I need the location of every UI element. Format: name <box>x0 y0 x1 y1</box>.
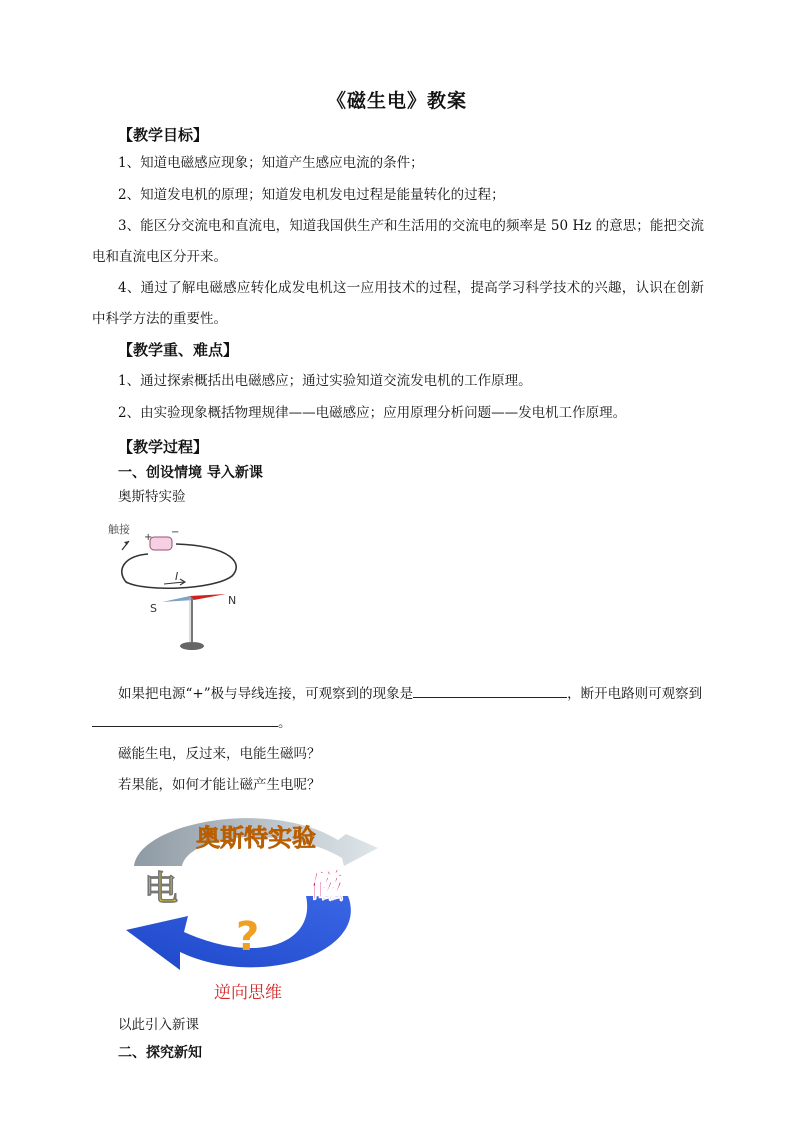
key-points-heading: 【教学重、难点】 <box>118 341 239 359</box>
battery-plus-label: + <box>144 532 153 543</box>
goals-heading: 【教学目标】 <box>118 126 209 144</box>
reverse-thinking-label: 逆向思维 <box>214 983 282 1003</box>
key-point-2: 2、由实验现象概括物理规律——电磁感应；应用原理分析问题——发电机工作原理。 <box>118 405 627 421</box>
touch-label: 触接 <box>108 523 130 536</box>
north-pole-label: N <box>228 594 237 607</box>
compass-needle-north <box>190 594 226 600</box>
part2-heading: 二、探究新知 <box>118 1045 202 1061</box>
electricity-char: 电 <box>144 869 178 909</box>
compass-needle-south <box>162 596 194 602</box>
oersted-label: 奥斯特实验 <box>118 489 186 505</box>
wire-loop <box>122 544 236 588</box>
goal-item-1: 1、知道电磁感应现象；知道产生感应电流的条件； <box>118 155 424 171</box>
battery-minus-label: − <box>171 527 180 538</box>
page-title: 《磁生电》教案 <box>326 90 467 112</box>
goal-item-4: 4、通过了解电磁感应转化成发电机这一应用技术的过程，提高学习科学技术的兴趣，认识在创新中科学方法的重要性。 <box>92 280 704 327</box>
goal-item-3: 3、能区分交流电和直流电，知道我国供生产和生活用的交流电的频率是 50 Hz 的意思；能把交流电和直流电区分开来。 <box>92 218 704 265</box>
key-point-1: 1、通过探索概括出电磁感应；通过实验知道交流发电机的工作原理。 <box>118 373 532 389</box>
process-heading: 【教学过程】 <box>118 438 209 456</box>
question-text-3: 。 <box>278 715 292 731</box>
current-label: I <box>175 570 179 583</box>
battery <box>150 537 172 550</box>
compass-stand-base <box>180 642 204 650</box>
question-mark-icon: ? <box>236 914 260 960</box>
answer-blank-1[interactable] <box>413 681 567 698</box>
question-line-2 <box>92 708 292 739</box>
oersted-experiment-figure <box>104 518 254 654</box>
reverse-thinking-cycle-figure <box>120 802 390 1012</box>
ask-line-2: 若果能，如何才能让磁产生电呢？ <box>118 777 321 793</box>
question-text-2: ，断开电路则可观察到 <box>567 686 703 702</box>
answer-blank-2[interactable] <box>92 710 278 727</box>
question-line-1 <box>118 679 702 710</box>
intro-line: 以此引入新课 <box>118 1017 199 1033</box>
part1-heading: 一、创设情境 导入新课 <box>118 465 263 481</box>
oersted-cycle-label: 奥斯特实验 <box>196 824 316 852</box>
south-pole-label: S <box>150 602 157 615</box>
ask-line-1: 磁能生电，反过来，电能生磁吗？ <box>118 746 321 762</box>
magnetism-char: 磁 <box>310 867 344 907</box>
goal-item-2: 2、知道发电机的原理；知道发电机发电过程是能量转化的过程； <box>118 187 505 203</box>
question-text-1: 如果把电源“+”极与导线连接，可观察到的现象是 <box>118 686 414 702</box>
